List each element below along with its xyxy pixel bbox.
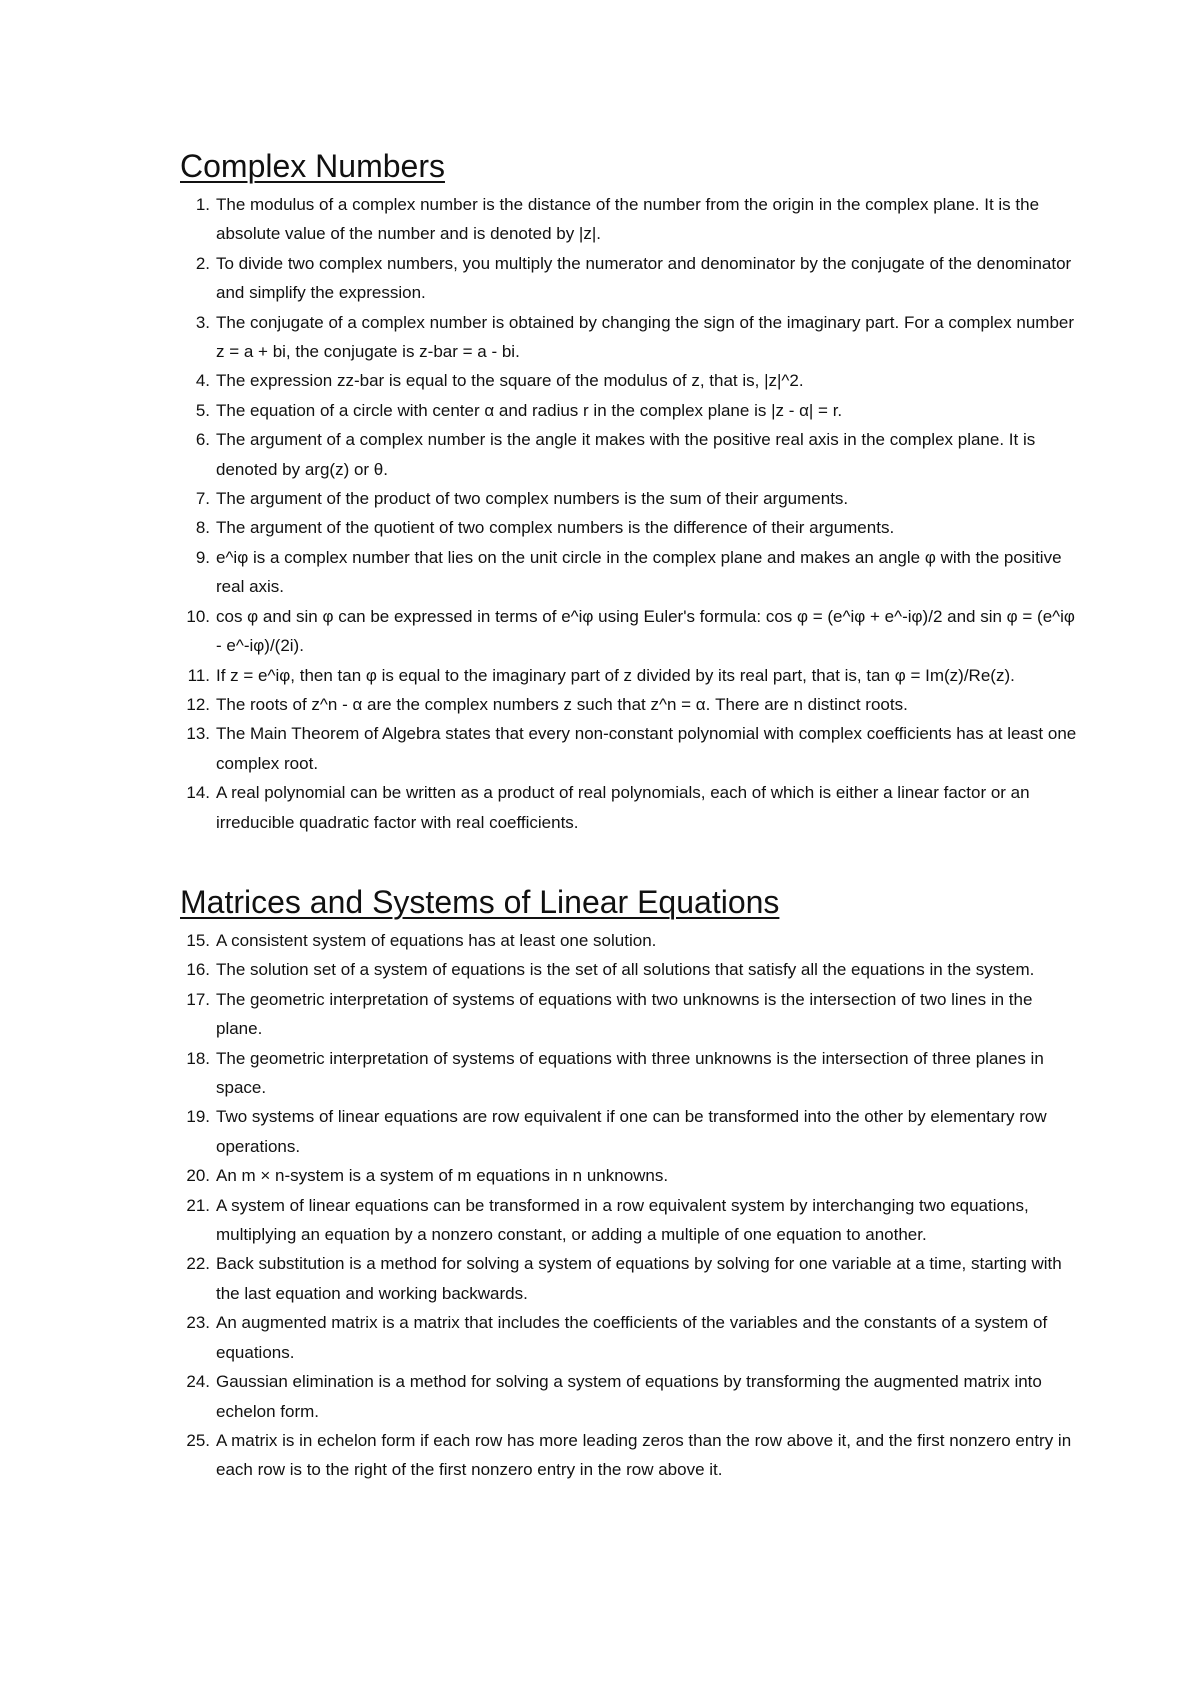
item-text: Two systems of linear equations are row equivalent if one can be transformed into the other by elementary row operations. [216,1107,1047,1156]
item-text: The conjugate of a complex number is obtained by changing the sign of the imaginary part. For a complex number z = a + bi, the conjugate is z-bar = a - bi. [216,312,1075,362]
list-item [180,1249,1080,1308]
item-number: 15. [186,931,210,950]
item-text: If z = e^iφ, then tan φ is equal to the imaginary part of z divided by its real part, that is, tan φ = Im(z)/Re(z). [216,665,1015,685]
list-item [180,602,1080,661]
item-text: The geometric interpretation of systems of equations with three unknowns is the intersection of three planes in space. [216,1048,1044,1098]
item-number: 5. [195,400,210,420]
list-item [180,926,1080,955]
item-number: 4. [195,371,210,391]
item-number: 14. [186,783,210,803]
item-text: An augmented matrix is a matrix that includes the coefficients of the variables and the constants of a system of equations. [216,1313,1048,1362]
section-matrices-linear-equations [180,880,1080,1485]
item-number: 9. [195,547,210,567]
item-text: cos φ and sin φ can be expressed in terms of e^iφ using Euler's formula: cos φ = (e^iφ + e^-iφ)/2 and sin φ = (e^iφ - e^-iφ)/(2i). [216,606,1075,656]
list-item [180,1102,1080,1161]
item-number: 3. [195,312,210,332]
list-item [180,366,1080,395]
list-item [180,661,1080,690]
list-item [180,719,1080,778]
list-item [180,1426,1080,1485]
item-text: e^iφ is a complex number that lies on the unit circle in the complex plane and makes an angle φ with the positive real axis. [216,547,1062,597]
item-text: The roots of z^n - α are the complex numbers z such that z^n = α. There are n distinct roots. [216,694,908,714]
item-number: 24. [186,1372,210,1392]
numbered-list [180,926,1080,1485]
list-item [180,985,1080,1044]
item-number: 18. [186,1048,210,1068]
item-number: 21. [186,1195,210,1215]
item-text: The expression zz-bar is equal to the square of the modulus of z, that is, |z|^2. [216,371,804,391]
item-number: 1. [195,195,210,214]
item-text: The argument of a complex number is the angle it makes with the positive real axis in the complex plane. It is denoted by arg(z) or θ. [216,430,1036,479]
item-number: 7. [195,489,210,509]
item-text: A matrix is in echelon form if each row has more leading zeros than the row above it, and the first nonzero entry in each row is to the right of the first nonzero entry in the row above it. [216,1430,1072,1480]
item-text: Gaussian elimination is a method for solving a system of equations by transforming the augmented matrix into echelon form. [216,1372,1042,1421]
item-text: The solution set of a system of equations is the set of all solutions that satisfy all the equations in the system. [216,960,1035,980]
item-number: 8. [195,518,210,538]
item-number: 11. [187,665,210,685]
list-item [180,484,1080,513]
section-heading: Matrices and Systems of Linear Equations [180,884,780,920]
list-item [180,249,1080,308]
item-number: 2. [195,253,210,273]
list-item [180,513,1080,542]
item-text: The argument of the product of two complex numbers is the sum of their arguments. [216,489,849,509]
item-text: A real polynomial can be written as a product of real polynomials, each of which is either a linear factor or an irreducible quadratic factor with real coefficients. [216,783,1030,832]
list-item [180,955,1080,984]
item-number: 20. [186,1166,210,1186]
list-item [180,1161,1080,1190]
item-number: 25. [186,1430,210,1450]
item-number: 22. [186,1254,210,1274]
item-number: 23. [186,1313,210,1333]
item-text: An m × n-system is a system of m equations in n unknowns. [216,1166,669,1186]
list-item [180,1191,1080,1250]
item-number: 10. [186,606,210,626]
list-item [180,190,1080,249]
list-item [180,543,1080,602]
section-complex-numbers [180,144,1080,837]
item-number: 13. [186,724,210,744]
section-heading: Complex Numbers [180,148,445,184]
item-text: The modulus of a complex number is the distance of the number from the origin in the complex plane. It is the absolute value of the number and is denoted by |z|. [216,195,1040,244]
numbered-list [180,190,1080,837]
item-text: The equation of a circle with center α and radius r in the complex plane is |z - α| = r. [216,400,843,420]
list-item [180,396,1080,425]
item-text: To divide two complex numbers, you multiply the numerator and denominator by the conjugate of the denominator and simplify the expression. [216,253,1072,303]
list-item [180,690,1080,719]
list-item [180,778,1080,837]
item-text: The argument of the quotient of two complex numbers is the difference of their arguments. [216,518,895,538]
item-text: A system of linear equations can be transformed in a row equivalent system by interchanging two equations, multiplying an equation by a nonzero constant, or adding a multiple of one equation to another. [216,1195,1029,1245]
item-text: Back substitution is a method for solving a system of equations by solving for one variable at a time, starting with the last equation and working backwards. [216,1254,1062,1303]
item-text: The geometric interpretation of systems of equations with two unknowns is the intersection of two lines in the plane. [216,989,1033,1039]
item-number: 17. [186,989,210,1009]
item-number: 16. [186,960,210,980]
item-number: 6. [195,430,210,450]
item-number: 12. [186,694,210,714]
list-item [180,1044,1080,1103]
list-item [180,1367,1080,1426]
list-item [180,1308,1080,1367]
item-text: A consistent system of equations has at least one solution. [216,931,657,950]
item-text: The Main Theorem of Algebra states that every non-constant polynomial with complex coefficients has at least one complex root. [216,724,1077,773]
item-number: 19. [186,1107,210,1127]
list-item [180,425,1080,484]
list-item [180,308,1080,367]
